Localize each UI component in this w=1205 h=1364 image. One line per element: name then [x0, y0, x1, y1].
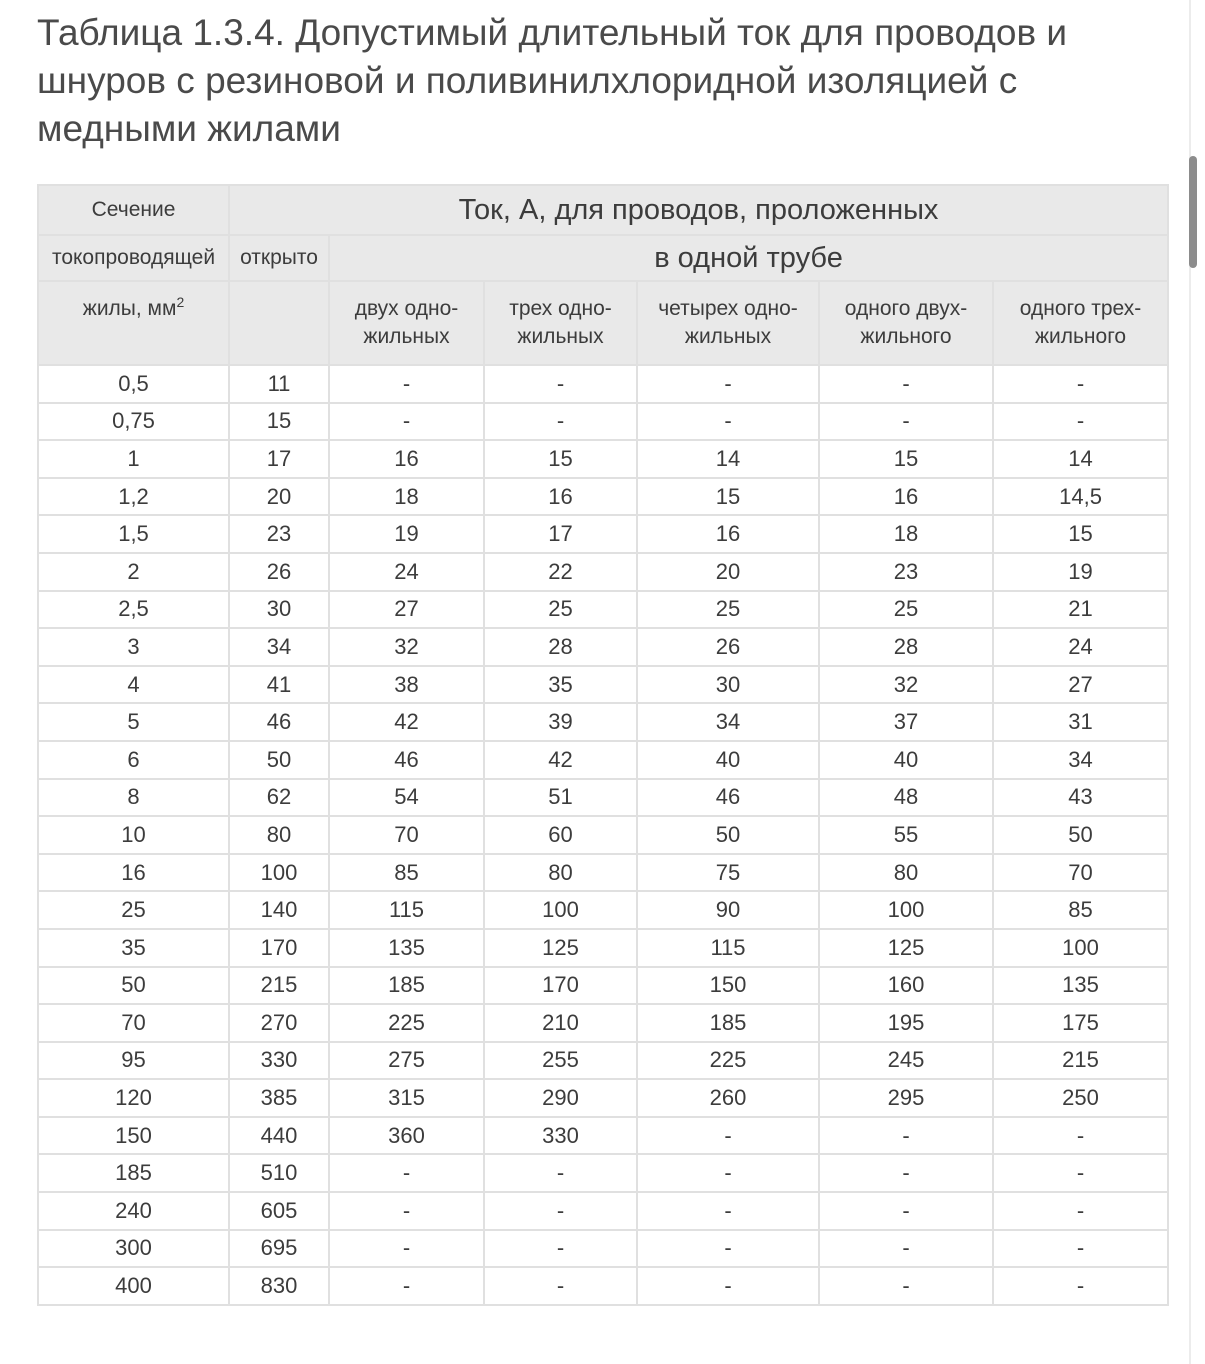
cell-open: 605	[229, 1192, 329, 1230]
cell-open: 170	[229, 929, 329, 967]
cell-section: 1	[38, 440, 229, 478]
cell-one-two-core: -	[819, 1230, 993, 1268]
table-row	[38, 365, 1168, 403]
cell-section: 16	[38, 854, 229, 892]
table-row	[38, 1230, 1168, 1268]
cell-open: 440	[229, 1117, 329, 1155]
cell-section: 8	[38, 779, 229, 817]
cell-one-three-core: 19	[993, 553, 1168, 591]
cell-section: 4	[38, 666, 229, 704]
cell-open: 270	[229, 1004, 329, 1042]
cell-one-three-core: 24	[993, 628, 1168, 666]
cell-four-single: 75	[637, 854, 819, 892]
cell-three-single: 35	[484, 666, 637, 704]
table-row	[38, 1079, 1168, 1117]
cell-open: 41	[229, 666, 329, 704]
cell-three-single: 42	[484, 741, 637, 779]
table-row	[38, 854, 1168, 892]
cell-four-single: 90	[637, 891, 819, 929]
cell-two-single: 46	[329, 741, 484, 779]
header-col-line2: жильного	[860, 325, 952, 348]
table-row	[38, 666, 1168, 704]
cell-four-single: 16	[637, 515, 819, 553]
table-body	[38, 365, 1168, 1305]
cell-section: 240	[38, 1192, 229, 1230]
cell-one-two-core: 125	[819, 929, 993, 967]
cell-one-two-core: 37	[819, 703, 993, 741]
cell-three-single: 16	[484, 478, 637, 516]
cell-four-single: 14	[637, 440, 819, 478]
cell-one-two-core: 40	[819, 741, 993, 779]
cell-two-single: -	[329, 365, 484, 403]
cell-one-three-core: 175	[993, 1004, 1168, 1042]
cell-three-single: -	[484, 365, 637, 403]
cell-four-single: 26	[637, 628, 819, 666]
cell-four-single: 25	[637, 591, 819, 629]
cell-section: 0,5	[38, 365, 229, 403]
cell-three-single: -	[484, 403, 637, 441]
cell-one-two-core: 80	[819, 854, 993, 892]
cell-one-three-core: 250	[993, 1079, 1168, 1117]
cell-two-single: 42	[329, 703, 484, 741]
table-row	[38, 967, 1168, 1005]
cell-one-three-core: -	[993, 1154, 1168, 1192]
table-row	[38, 1154, 1168, 1192]
header-col-line1: трех одно-	[509, 297, 612, 320]
table-row	[38, 591, 1168, 629]
cell-open: 80	[229, 816, 329, 854]
cell-one-two-core: 18	[819, 515, 993, 553]
cell-one-two-core: 28	[819, 628, 993, 666]
table-row	[38, 553, 1168, 591]
cell-section: 25	[38, 891, 229, 929]
cell-three-single: -	[484, 1192, 637, 1230]
cell-one-two-core: 25	[819, 591, 993, 629]
header-in-one-pipe: в одной трубе	[329, 235, 1168, 281]
cell-section: 400	[38, 1267, 229, 1305]
cell-three-single: 330	[484, 1117, 637, 1155]
cell-section: 5	[38, 703, 229, 741]
cell-four-single: -	[637, 1154, 819, 1192]
cell-one-three-core: 215	[993, 1042, 1168, 1080]
header-col-line1: четырех одно-	[658, 297, 798, 320]
cell-one-three-core: 100	[993, 929, 1168, 967]
cell-open: 23	[229, 515, 329, 553]
cell-one-two-core: 195	[819, 1004, 993, 1042]
cell-one-two-core: -	[819, 1154, 993, 1192]
table-row	[38, 403, 1168, 441]
table-row	[38, 440, 1168, 478]
cell-three-single: 210	[484, 1004, 637, 1042]
cell-two-single: -	[329, 1230, 484, 1268]
cell-three-single: -	[484, 1267, 637, 1305]
header-col-three-single	[484, 281, 637, 365]
cell-open: 34	[229, 628, 329, 666]
cell-section: 1,5	[38, 515, 229, 553]
cell-three-single: 51	[484, 779, 637, 817]
cell-section: 70	[38, 1004, 229, 1042]
table-row	[38, 929, 1168, 967]
header-col-line2: жильных	[684, 325, 772, 348]
current-table	[37, 184, 1169, 1306]
header-section-unit: жилы, мм	[82, 297, 177, 320]
cell-two-single: 24	[329, 553, 484, 591]
cell-four-single: -	[637, 1192, 819, 1230]
cell-three-single: -	[484, 1230, 637, 1268]
cell-four-single: 15	[637, 478, 819, 516]
cell-three-single: 80	[484, 854, 637, 892]
cell-section: 2	[38, 553, 229, 591]
header-row-3	[38, 281, 1168, 365]
cell-open: 695	[229, 1230, 329, 1268]
header-empty-cell	[229, 281, 329, 365]
header-section-line2: токопроводящей	[38, 235, 229, 281]
cell-one-three-core: -	[993, 1117, 1168, 1155]
cell-four-single: 150	[637, 967, 819, 1005]
cell-four-single: -	[637, 1117, 819, 1155]
table-row	[38, 741, 1168, 779]
cell-open: 26	[229, 553, 329, 591]
cell-one-two-core: -	[819, 365, 993, 403]
cell-four-single: -	[637, 365, 819, 403]
cell-two-single: 275	[329, 1042, 484, 1080]
cell-one-three-core: 15	[993, 515, 1168, 553]
cell-two-single: 70	[329, 816, 484, 854]
cell-one-two-core: 295	[819, 1079, 993, 1117]
header-col-line1: одного двух-	[844, 297, 968, 320]
header-current-group: Ток, А, для проводов, проложенных	[229, 185, 1168, 235]
cell-four-single: 20	[637, 553, 819, 591]
table-row	[38, 703, 1168, 741]
cell-two-single: 54	[329, 779, 484, 817]
cell-one-three-core: -	[993, 1267, 1168, 1305]
cell-two-single: 360	[329, 1117, 484, 1155]
cell-open: 510	[229, 1154, 329, 1192]
cell-two-single: 115	[329, 891, 484, 929]
table-row	[38, 1117, 1168, 1155]
page-title: Таблица 1.3.4. Допустимый длительный ток для проводов и шнуров с резиновой и поливинилхлоридной изоляцией с медными жилами	[37, 12, 1068, 149]
cell-two-single: 32	[329, 628, 484, 666]
cell-four-single: 260	[637, 1079, 819, 1117]
cell-one-two-core: 32	[819, 666, 993, 704]
cell-one-three-core: 85	[993, 891, 1168, 929]
cell-two-single: 38	[329, 666, 484, 704]
header-col-line2: жильных	[517, 325, 604, 348]
cell-three-single: 60	[484, 816, 637, 854]
header-col-line1: двух одно-	[354, 297, 459, 320]
cell-open: 385	[229, 1079, 329, 1117]
cell-three-single: 28	[484, 628, 637, 666]
header-col-one-two-core	[819, 281, 993, 365]
cell-three-single: 17	[484, 515, 637, 553]
header-section-line1: Сечение	[38, 185, 229, 235]
header-section-line3	[38, 281, 229, 365]
cell-two-single: 85	[329, 854, 484, 892]
cell-one-three-core: 70	[993, 854, 1168, 892]
cell-open: 20	[229, 478, 329, 516]
cell-three-single: 170	[484, 967, 637, 1005]
cell-one-three-core: 34	[993, 741, 1168, 779]
cell-one-three-core: -	[993, 1192, 1168, 1230]
cell-one-two-core: -	[819, 1267, 993, 1305]
header-col-line2: жильного	[1034, 325, 1127, 348]
cell-open: 830	[229, 1267, 329, 1305]
table-row	[38, 515, 1168, 553]
cell-two-single: 18	[329, 478, 484, 516]
cell-one-two-core: 100	[819, 891, 993, 929]
cell-one-two-core: 245	[819, 1042, 993, 1080]
cell-one-three-core: 14	[993, 440, 1168, 478]
cell-one-two-core: 160	[819, 967, 993, 1005]
cell-two-single: 16	[329, 440, 484, 478]
table-row	[38, 816, 1168, 854]
cell-one-three-core: -	[993, 403, 1168, 441]
cell-one-three-core: -	[993, 365, 1168, 403]
cell-two-single: 19	[329, 515, 484, 553]
cell-section: 95	[38, 1042, 229, 1080]
cell-section: 35	[38, 929, 229, 967]
cell-four-single: 50	[637, 816, 819, 854]
header-col-one-three-core	[993, 281, 1168, 365]
cell-one-two-core: 48	[819, 779, 993, 817]
cell-two-single: -	[329, 1154, 484, 1192]
cell-one-three-core: 50	[993, 816, 1168, 854]
header-row-1	[38, 185, 1168, 235]
cell-section: 10	[38, 816, 229, 854]
cell-four-single: 115	[637, 929, 819, 967]
cell-one-two-core: 15	[819, 440, 993, 478]
cell-open: 46	[229, 703, 329, 741]
cell-two-single: 225	[329, 1004, 484, 1042]
cell-one-two-core: 55	[819, 816, 993, 854]
table-row	[38, 1004, 1168, 1042]
cell-four-single: -	[637, 403, 819, 441]
cell-four-single: 40	[637, 741, 819, 779]
table-row	[38, 1042, 1168, 1080]
cell-open: 140	[229, 891, 329, 929]
cell-three-single: -	[484, 1154, 637, 1192]
cell-section: 3	[38, 628, 229, 666]
cell-four-single: 46	[637, 779, 819, 817]
cell-open: 50	[229, 741, 329, 779]
table-row	[38, 891, 1168, 929]
cell-section: 120	[38, 1079, 229, 1117]
cell-one-two-core: -	[819, 1192, 993, 1230]
cell-one-three-core: 31	[993, 703, 1168, 741]
cell-two-single: -	[329, 403, 484, 441]
cell-four-single: -	[637, 1230, 819, 1268]
header-section-unit-sup: 2	[176, 294, 185, 310]
cell-three-single: 100	[484, 891, 637, 929]
header-row-2	[38, 235, 1168, 281]
cell-two-single: 315	[329, 1079, 484, 1117]
cell-section: 185	[38, 1154, 229, 1192]
cell-four-single: 185	[637, 1004, 819, 1042]
header-col-four-single	[637, 281, 819, 365]
cell-one-two-core: 16	[819, 478, 993, 516]
table-row	[38, 628, 1168, 666]
cell-three-single: 22	[484, 553, 637, 591]
cell-two-single: -	[329, 1192, 484, 1230]
cell-open: 330	[229, 1042, 329, 1080]
cell-section: 1,2	[38, 478, 229, 516]
cell-one-two-core: 23	[819, 553, 993, 591]
cell-one-three-core: 14,5	[993, 478, 1168, 516]
cell-section: 50	[38, 967, 229, 1005]
cell-two-single: 135	[329, 929, 484, 967]
cell-open: 30	[229, 591, 329, 629]
cell-open: 11	[229, 365, 329, 403]
cell-one-three-core: 135	[993, 967, 1168, 1005]
cell-one-three-core: 27	[993, 666, 1168, 704]
cell-four-single: 30	[637, 666, 819, 704]
cell-one-three-core: -	[993, 1230, 1168, 1268]
cell-two-single: 27	[329, 591, 484, 629]
cell-three-single: 125	[484, 929, 637, 967]
cell-open: 15	[229, 403, 329, 441]
cell-open: 17	[229, 440, 329, 478]
cell-one-three-core: 21	[993, 591, 1168, 629]
cell-section: 0,75	[38, 403, 229, 441]
cell-open: 62	[229, 779, 329, 817]
header-col-line2: жильных	[363, 325, 450, 348]
cell-section: 300	[38, 1230, 229, 1268]
cell-two-single: -	[329, 1267, 484, 1305]
cell-one-two-core: -	[819, 403, 993, 441]
header-col-two-single	[329, 281, 484, 365]
cell-four-single: 34	[637, 703, 819, 741]
cell-three-single: 25	[484, 591, 637, 629]
table-row	[38, 478, 1168, 516]
header-col-line1: одного трех-	[1019, 297, 1142, 320]
cell-open: 215	[229, 967, 329, 1005]
cell-section: 2,5	[38, 591, 229, 629]
table-row	[38, 779, 1168, 817]
table-row	[38, 1267, 1168, 1305]
cell-open: 100	[229, 854, 329, 892]
cell-section: 6	[38, 741, 229, 779]
scrollbar-thumb[interactable]	[1189, 156, 1197, 268]
cell-one-two-core: -	[819, 1117, 993, 1155]
cell-three-single: 39	[484, 703, 637, 741]
cell-one-three-core: 43	[993, 779, 1168, 817]
cell-two-single: 185	[329, 967, 484, 1005]
cell-section: 150	[38, 1117, 229, 1155]
table-row	[38, 1192, 1168, 1230]
cell-three-single: 290	[484, 1079, 637, 1117]
header-open: открыто	[229, 235, 329, 281]
cell-three-single: 15	[484, 440, 637, 478]
cell-four-single: -	[637, 1267, 819, 1305]
cell-three-single: 255	[484, 1042, 637, 1080]
cell-four-single: 225	[637, 1042, 819, 1080]
